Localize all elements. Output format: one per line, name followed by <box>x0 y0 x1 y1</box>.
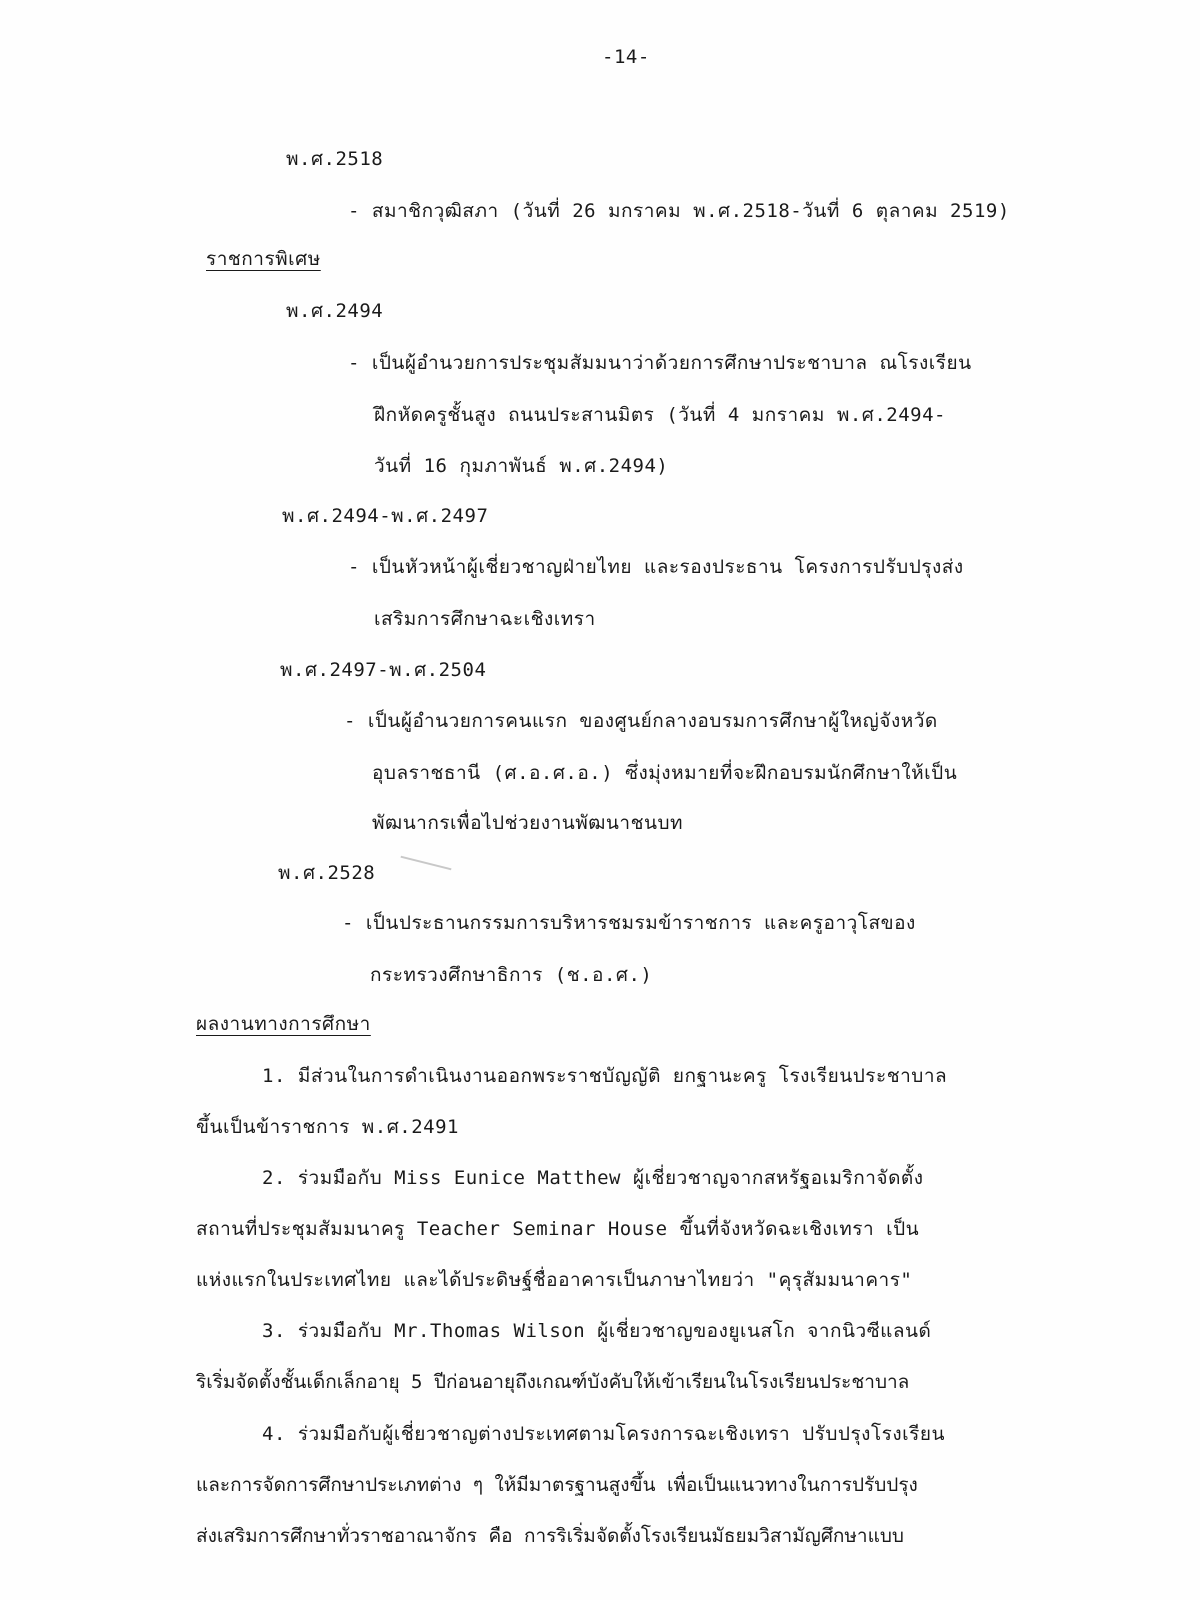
year-heading: พ.ศ.2528 <box>278 862 376 884</box>
list-item-continuation: อุบลราชธานี (ศ.อ.ศ.อ.) ซึ่งมุ่งหมายที่จะฝึกอบรมนักศึกษาให้เป็น <box>372 762 958 784</box>
page-number: -14- <box>602 46 650 68</box>
list-item-continuation: เสริมการศึกษาฉะเชิงเทรา <box>374 608 596 630</box>
year-heading: พ.ศ.2518 <box>286 148 384 170</box>
list-item-continuation: วันที่ 16 กุมภาพันธ์ พ.ศ.2494) <box>374 455 669 477</box>
paragraph-continuation: และการจัดการศึกษาประเภทต่าง ๆ ให้มีมาตรฐานสูงขึ้น เพื่อเป็นแนวทางในการปรับปรุง <box>196 1474 918 1496</box>
list-item: - เป็นหัวหน้าผู้เชี่ยวชาญฝ่ายไทย และรองประธาน โครงการปรับปรุงส่ง <box>348 556 964 578</box>
paragraph-continuation: สถานที่ประชุมสัมมนาครู Teacher Seminar House ขึ้นที่จังหวัดฉะเชิงเทรา เป็น <box>196 1218 920 1240</box>
numbered-paragraph: 1. มีส่วนในการดำเนินงานออกพระราชบัญญัติ ยกฐานะครู โรงเรียนประชาบาล <box>262 1065 948 1087</box>
list-item: - เป็นประธานกรรมการบริหารชมรมข้าราชการ และครูอาวุโสของ <box>342 912 916 934</box>
list-item: - สมาชิกวุฒิสภา (วันที่ 26 มกราคม พ.ศ.2518-วันที่ 6 ตุลาคม 2519) <box>348 200 1010 222</box>
numbered-paragraph: 3. ร่วมมือกับ Mr.Thomas Wilson ผู้เชี่ยวชาญของยูเนสโก จากนิวซีแลนด์ <box>262 1320 932 1342</box>
year-heading: พ.ศ.2497-พ.ศ.2504 <box>280 659 487 681</box>
list-item: - เป็นผู้อำนวยการประชุมสัมมนาว่าด้วยการศึกษาประชาบาล ณโรงเรียน <box>348 352 972 374</box>
paper-mark <box>401 856 452 871</box>
list-item-continuation: พัฒนากรเพื่อไปช่วยงานพัฒนาชนบท <box>372 812 684 834</box>
numbered-paragraph: 4. ร่วมมือกับผู้เชี่ยวชาญต่างประเทศตามโครงการฉะเชิงเทรา ปรับปรุงโรงเรียน <box>262 1423 945 1445</box>
year-heading: พ.ศ.2494 <box>286 300 384 322</box>
section-heading-education-work: ผลงานทางการศึกษา <box>196 1013 371 1035</box>
list-item-continuation: ฝึกหัดครูชั้นสูง ถนนประสานมิตร (วันที่ 4 มกราคม พ.ศ.2494- <box>374 404 946 426</box>
paragraph-continuation: ส่งเสริมการศึกษาทั่วราชอาณาจักร คือ การริเริ่มจัดตั้งโรงเรียนมัธยมวิสามัญศึกษาแบบ <box>196 1525 904 1547</box>
section-heading-special-duties: ราชการพิเศษ <box>206 248 321 270</box>
list-item-continuation: กระทรวงศึกษาธิการ (ช.อ.ศ.) <box>370 964 653 986</box>
paragraph-continuation: แห่งแรกในประเทศไทย และได้ประดิษฐ์ชื่ออาคารเป็นภาษาไทยว่า "คุรุสัมมนาคาร" <box>196 1269 913 1291</box>
paragraph-continuation: ขึ้นเป็นข้าราชการ พ.ศ.2491 <box>196 1116 459 1138</box>
numbered-paragraph: 2. ร่วมมือกับ Miss Eunice Matthew ผู้เชี่ยวชาญจากสหรัฐอเมริกาจัดตั้ง <box>262 1167 924 1189</box>
paragraph-continuation: ริเริ่มจัดตั้งชั้นเด็กเล็กอายุ 5 ปีก่อนอายุถึงเกณฑ์บังคับให้เข้าเรียนในโรงเรียนประชาบาล <box>196 1371 910 1393</box>
list-item: - เป็นผู้อำนวยการคนแรก ของศูนย์กลางอบรมการศึกษาผู้ใหญ่จังหวัด <box>344 710 938 732</box>
year-heading: พ.ศ.2494-พ.ศ.2497 <box>282 505 489 527</box>
